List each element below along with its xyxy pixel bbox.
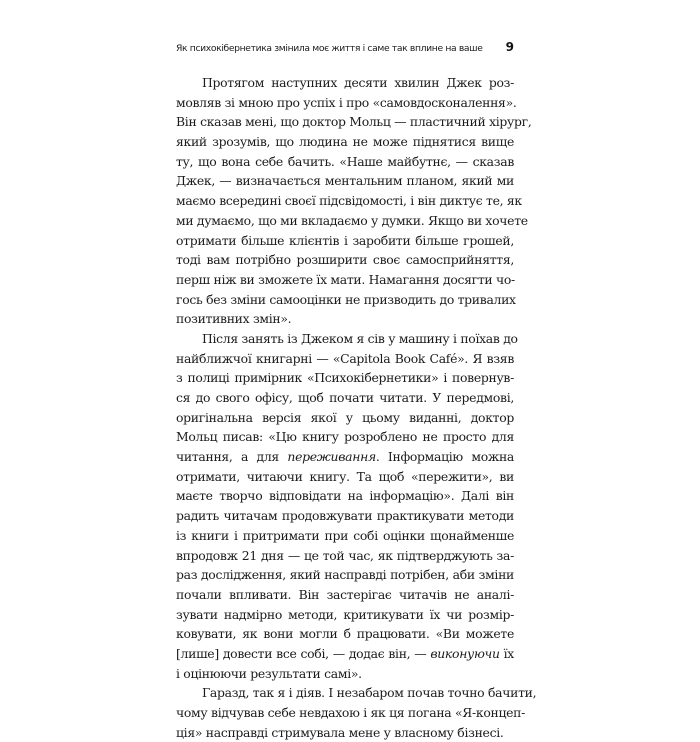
text-segment: [лише] довести все собі, — додає він, — [176, 645, 431, 661]
text-segment: ковувати, як вони могли б працювати. «Ви можете [176, 626, 514, 642]
text-line [176, 211, 528, 231]
text-line [176, 231, 514, 251]
text-segment: ція» насправді стримувала мене у власному бізнесі. [176, 724, 504, 740]
body-text [176, 73, 537, 742]
text-line [176, 329, 518, 349]
text-segment: тоді вам потрібно розширити своє самосприйняття, [176, 252, 514, 268]
text-line [176, 132, 514, 152]
text-segment: гось без зміни самооцінки не призводить до тривалих [176, 291, 516, 307]
text-segment: отримати, читаючи книгу. Та щоб «пережити», ви [176, 468, 514, 484]
text-segment: Він сказав мені, що доктор Мольц — пластичний хірург, [176, 114, 532, 130]
text-segment: позитивних змін». [176, 311, 292, 327]
text-segment: читання, а для [176, 449, 288, 465]
text-segment: Мольц писав: «Цю книгу розроблено не просто для [176, 429, 514, 445]
text-line [176, 605, 514, 625]
text-segment: чому відчував себе невдахою і як ця погана «Я-концеп- [176, 705, 525, 720]
running-head [176, 40, 514, 56]
text-segment: який зрозумів, що людина не може піднятися вище [176, 134, 514, 150]
text-line [176, 565, 514, 585]
text-line [176, 368, 514, 388]
running-head-title: Як психокібернетика змінила моє життя і саме так вплине на ваше [176, 43, 483, 54]
text-line [176, 683, 537, 703]
text-segment: маємо всередині своєї підсвідомості, і він диктує те, як [176, 193, 522, 209]
text-segment: оригінальна версія якої у цьому виданні, доктор [176, 409, 514, 425]
text-segment: зувати надмірно методи, критикувати їх чи розмір- [176, 606, 514, 622]
text-segment: і оцінюючи результати самі». [176, 665, 362, 681]
text-line [176, 270, 514, 290]
text-segment: . Інформацію можна [375, 449, 514, 465]
text-segment: із книги і притримати при собі оцінки щонайменше [176, 527, 514, 543]
italic-text: виконуючи [430, 645, 500, 661]
text-segment: Протягом наступних десяти хвилин Джек роз- [202, 75, 514, 90]
text-segment: ту, що вона себе бачить. «Наше майбутнє, — сказав [176, 153, 514, 169]
text-line [176, 152, 514, 172]
page-number: 9 [505, 40, 514, 54]
paragraph [176, 73, 532, 329]
text-line [176, 467, 514, 487]
text-line [176, 427, 514, 447]
text-segment: почали впливати. Він застерігає читачів не аналі- [176, 586, 514, 602]
text-line [176, 644, 514, 664]
text-line [176, 664, 514, 684]
text-line [176, 171, 514, 191]
text-line [176, 250, 514, 270]
text-segment: найближчої книгарні — «Capitola Book Café». Я взяв [176, 350, 514, 366]
text-line [176, 526, 514, 546]
text-line [176, 408, 514, 428]
text-segment: перш ніж ви зможете їх мати. Намагання досягти чо- [176, 271, 515, 287]
paragraph [176, 329, 518, 683]
text-line [176, 93, 517, 113]
text-segment: радить читачам продовжувати практикувати методи [176, 508, 514, 524]
text-line [176, 703, 525, 723]
text-segment: з полиці примірник «Психокібернетики» і повернув- [176, 370, 514, 386]
text-segment: маєте творчо відповідати на інформацію». Далі він [176, 488, 514, 504]
text-segment: їх [499, 645, 514, 661]
text-segment: Гаразд, так я і діяв. І незабаром почав точно бачити, [202, 685, 537, 701]
text-segment: ми думаємо, що ми вкладаємо у думки. Якщо ви хочете [176, 212, 528, 228]
text-segment: Після занять із Джеком я сів у машину і поїхав до [202, 330, 518, 346]
paragraph [176, 683, 537, 742]
text-line [176, 290, 514, 310]
text-line [176, 585, 514, 605]
text-line [176, 546, 514, 566]
text-line [176, 624, 514, 644]
text-line [176, 723, 514, 742]
text-segment: впродовж 21 дня — це той час, як підтверджують за- [176, 547, 514, 563]
text-line [176, 506, 514, 526]
text-segment: Джек, — визначається ментальним планом, який ми [176, 173, 514, 189]
text-line [176, 447, 514, 467]
text-segment: ся до свого офісу, щоб почати читати. У передмові, [176, 390, 514, 405]
italic-text: переживання [287, 449, 376, 465]
text-line [176, 349, 514, 369]
text-line [176, 112, 532, 132]
text-line [176, 191, 522, 211]
text-line [176, 73, 514, 93]
text-line [176, 388, 514, 408]
text-line [176, 309, 514, 329]
text-segment: отримати більше клієнтів і заробити більше грошей, [176, 232, 514, 248]
text-line [176, 486, 514, 506]
text-segment: мовляв зі мною про успіх і про «самовдосконалення». [176, 94, 517, 110]
text-segment: раз дослідження, який насправді потрібен, аби зміни [176, 567, 514, 583]
